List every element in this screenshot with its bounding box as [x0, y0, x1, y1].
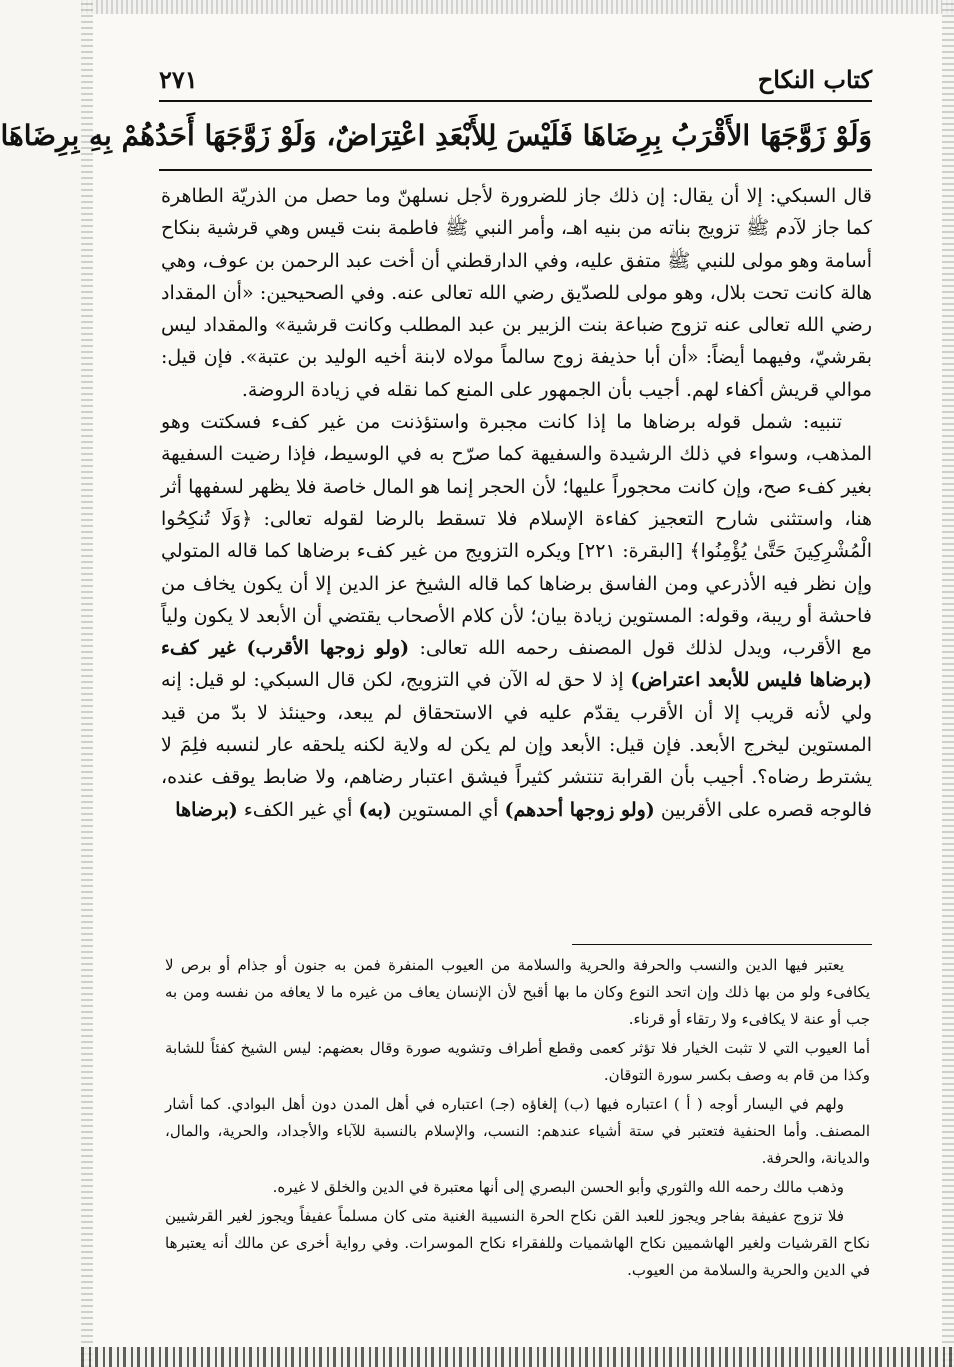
commentary-paragraph-1: قال السبكي: إلا أن يقال: إن ذلك جاز للضرورة لأجل نسلهنّ وما حصل من الذريّة الطاهرة كما جاز لآدم ﷺ تزويج بناته من بنيه اهـ، وأمر النبي ﷺ فاطمة بنت قيس وهي قرشية بنكاح أسامة وهو مولى للنبي ﷺ متفق عليه، وفي الدارقطني أن أخت عبد الرحمن بن عوف، وهي هالة كانت تحت بلال، وهو مولى للصدّيق رضي الله تعالى عنه. وفي الصحيحين: «أن المقداد رضي الله تعالى عنه تزوج ضباعة بنت الزبير بن عبد المطلب وكانت قرشية» والمقداد ليس بقرشيّ، وفيهما أيضاً: «أن أبا حذيفة زوج سالماً مولاه لابنة أخيه الوليد بن عتبة». فإن قيل: موالي قريش أكفاء لهم. أجيب بأن الجمهور على المنع كما نقله في زيادة الروضة.	[161, 185, 872, 401]
commentary-paragraph-2	[161, 406, 872, 826]
commentary-body	[161, 180, 872, 935]
commentary-continuation-1: إذ لا حق له الآن في التزويج، لكن قال السبكي: لو قيل: إنه ولي لأنه قريب إلا أن الأقرب يقدّم عليه في الاستحقاق لم يبعد، وحينئذ لا بدّ من قيد المستوين ليخرج الأبعد. فإن قيل: الأبعد وإن لم يكن له ولاية لكنه يلحقه عار لنسبه فلِمَ لا يشترط رضاه؟. أجيب بأن القرابة تنتشر كثيراً فيشق اعتبار رضاهم، ولا ضابط يوقف عنده، فالوجه قصره على الأقربين	[161, 669, 872, 821]
footnote-rule	[572, 944, 872, 945]
footnote-1: يعتبر فيها الدين والنسب والحرفة والحرية والسلامة من العيوب المنفرة فمن به جنون أو جذام أو برص لا يكافىء ولو من بها ذلك وإن اتحد النوع وكان ما بها أقبح لأن الإنسان يعاف من غيره ما لا يعافه من نفسه ومن به جب أو عنة لا يكافىء ولا رتقاء أو قرناء.	[165, 956, 870, 1028]
matn-quote-3: (به)	[358, 798, 392, 821]
tanbih-text: تنبيه: شمل قوله برضاها ما إذا كانت مجبرة واستؤذنت من غير كفء فسكتت وهو المذهب، وسواء في ذلك الرشيدة والسفيهة كما صرّح به في الوسيط، فإذا رضيت السفيهة بغير كفء صح، وإن كانت محجوراً عليها؛ لأن الحجر إنما هو المال خاصة فلا يظهر لسفهها أثر هنا، واستثنى شارح التعجيز كفاءة الإسلام فلا تسقط بالرضا لقوله تعالى: ﴿وَلَا تُنكِحُوا الْمُشْرِكِينَ حَتَّىٰ يُؤْمِنُوا﴾ [البقرة: ٢٢١] ويكره التزويج من غير كفء برضاها كما قاله المتولي وإن نظر فيه الأذرعي ومن الفاسق برضاها كما قاله الشيخ عز الدين إلا أن يكون يخاف من فاحشة أو ريبة، وقوله: المستوين زيادة بيان؛ لأن كلام الأصحاب يقتضي أن الأبعد لا يكون ولياً مع الأقرب، ويدل لذلك قول المصنف رحمه الله تعالى:	[161, 411, 872, 660]
page-number: ٢٧١	[159, 65, 198, 94]
footnote-5: فلا تزوج عفيفة بفاجر ويجوز للعبد القن نكاح الحرة النسيبة الغنية متى كان مسلماً عفيفاً ويجوز لغير القرشيين نكاح القرشيات ولغير الهاشميين نكاح الهاشميات وللفقراء نكاح الموسرات. وفي رواية أخرى عن مالك أنه يعتبرها في الدين والحرية والسلامة من العيوب.	[165, 1207, 870, 1279]
matn-quote-2: (ولو زوجها أحدهم)	[504, 798, 655, 821]
commentary-continuation-2: أي المستوين	[397, 798, 499, 821]
matn-quote-4: (برضاها	[175, 798, 238, 821]
footnote-2: أما العيوب التي لا تثبت الخيار فلا تؤثر كعمى وقطع أطراف وتشويه صورة وقال بعضهم: ليس الشيخ كفئاً للشابة وكذا من قام به وصف بكسر سورة التوقان.	[165, 1039, 870, 1084]
matn-line: وَلَوْ زَوَّجَهَا الأَقْرَبُ بِرِضَاهَا فَلَيْسَ لِلأَبْعَدِ اعْتِرَاضٌ، وَلَوْ زَوَّجَهَا أَحَدُهُمْ بِهِ بِرِضَاهَا	[0, 119, 872, 152]
footnotes	[165, 952, 870, 1324]
commentary-continuation-3: أي غير الكفء	[243, 798, 353, 821]
chapter-title: كتاب النكاح	[757, 65, 872, 94]
matn-rule	[159, 169, 872, 171]
left-ornament-border	[81, 0, 93, 1367]
matn-quote-1: (ولو زوجها الأقرب) غير كفء (برضاها فليس للأبعد اعتراض)	[161, 637, 872, 692]
footnote-4: وذهب مالك رحمه الله والثوري وأبو الحسن البصري إلى أنها معتبرة في الدين والخلق لا غيره.	[272, 1178, 844, 1196]
right-ornament-border	[942, 0, 954, 1367]
page-header	[159, 60, 872, 94]
header-rule	[159, 100, 872, 102]
top-ornament-border	[81, 0, 954, 14]
bottom-ornament-border	[81, 1347, 954, 1367]
footnote-3: ولهم في اليسار أوجه ( أ ) اعتباره فيها (ب) إلغاؤه (جـ) اعتباره في أهل المدن دون أهل البوادي. كما أشار المصنف. وأما الحنفية فتعتبر في ستة أشياء عندهم: النسب، والإسلام بالنسبة للآباء والأجداد، والحرية، والمال، والديانة، والحرفة.	[165, 1095, 870, 1167]
